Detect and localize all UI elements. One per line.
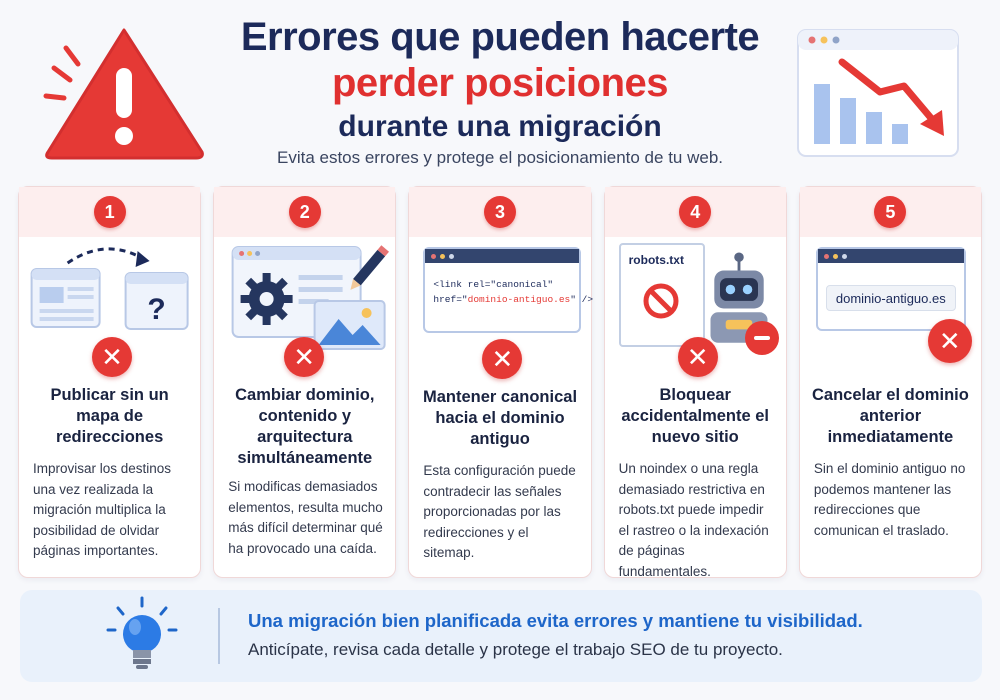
card-title: Bloquear accidentalmente el nuevo sitio (621, 386, 770, 446)
footer-banner (20, 590, 982, 682)
error-card-5 (799, 186, 982, 578)
card-header (800, 187, 981, 237)
error-x-icon: ✕ (284, 337, 324, 377)
robots-file-label: robots.txt (628, 253, 684, 267)
question-icon (126, 273, 188, 329)
code-line-1: <link rel="canonical" (433, 279, 554, 290)
page-title-line3: durante una migración (338, 110, 662, 143)
gear-icon (241, 273, 293, 325)
code-line-2-suffix: " /> (570, 294, 594, 305)
footer-text: Anticípate, revisa cada detalle y protege el trabajo SEO de tu proyecto. (248, 640, 783, 659)
card-body: Sin el dominio antiguo no podemos mantener las redirecciones que comunican el traslado. (813, 461, 966, 538)
card-title: Cancelar el dominio anterior inmediatamente (812, 386, 969, 446)
error-cards (18, 186, 982, 578)
card-body: Si modificas demasiados elementos, resulta mucho más difícil determinar qué ha provocado una caída. (228, 479, 383, 556)
lightbulb-icon (104, 596, 180, 676)
card-number: 3 (484, 196, 516, 228)
page-title-line1: Errores que pueden hacerte (240, 15, 760, 59)
svg-text:?: ? (147, 293, 166, 326)
footer-headline: Una migración bien planificada evita errores y mantiene tu visibilidad. (248, 610, 863, 631)
card-header (605, 187, 786, 237)
card-number: 5 (874, 196, 906, 228)
old-domain-value: dominio-antiguo.es (467, 294, 571, 305)
card-header (19, 187, 200, 237)
card-body: Improvisar los destinos una vez realizada la migración multiplica la posibilidad de olvidar páginas importantes. (33, 461, 172, 558)
card-body: Un noindex o una regla demasiado restrictiva en robots.txt puede impedir el rastreo o la indexación de páginas fundamentales. (618, 461, 769, 579)
page-subtitle: Evita estos errores y protege el posicionamiento de tu web. (276, 148, 724, 167)
arrow-icon (68, 249, 150, 267)
browser-window-icon (32, 269, 100, 327)
declining-chart-icon (796, 28, 960, 158)
card-header (409, 187, 590, 237)
code-line-2-prefix: href=" (433, 294, 468, 305)
card-title: Cambiar dominio, contenido y arquitectura simultáneamente (235, 386, 375, 467)
warning-triangle-icon (40, 24, 210, 164)
error-x-icon: ✕ (92, 337, 132, 377)
error-x-icon: ✕ (928, 319, 972, 363)
card-number: 2 (289, 196, 321, 228)
image-icon (315, 301, 385, 349)
code-window-icon (423, 247, 594, 333)
error-card-1 (18, 186, 201, 578)
error-x-icon: ✕ (482, 339, 522, 379)
robots-file-icon (619, 243, 705, 347)
browser-window-icon (816, 247, 966, 331)
minus-icon (745, 321, 779, 355)
block-icon (641, 281, 681, 321)
footer-divider (218, 608, 220, 664)
old-domain-field: dominio-antiguo.es (826, 285, 956, 311)
title-block (230, 14, 770, 146)
error-card-3 (408, 186, 594, 578)
page-title-line2: perder posiciones (331, 61, 669, 105)
error-x-icon: ✕ (678, 337, 718, 377)
card-number: 4 (679, 196, 711, 228)
card-header (214, 187, 395, 237)
card-title: Mantener canonical hacia el dominio antiguo (422, 388, 578, 448)
error-card-2 (213, 186, 396, 578)
card-number: 1 (94, 196, 126, 228)
error-card-4 (604, 186, 787, 578)
card-title: Publicar sin un mapa de redirecciones (50, 386, 169, 446)
card-body: Esta configuración puede contradecir las señales proporcionadas por las redirecciones y el sitemap. (423, 463, 576, 560)
